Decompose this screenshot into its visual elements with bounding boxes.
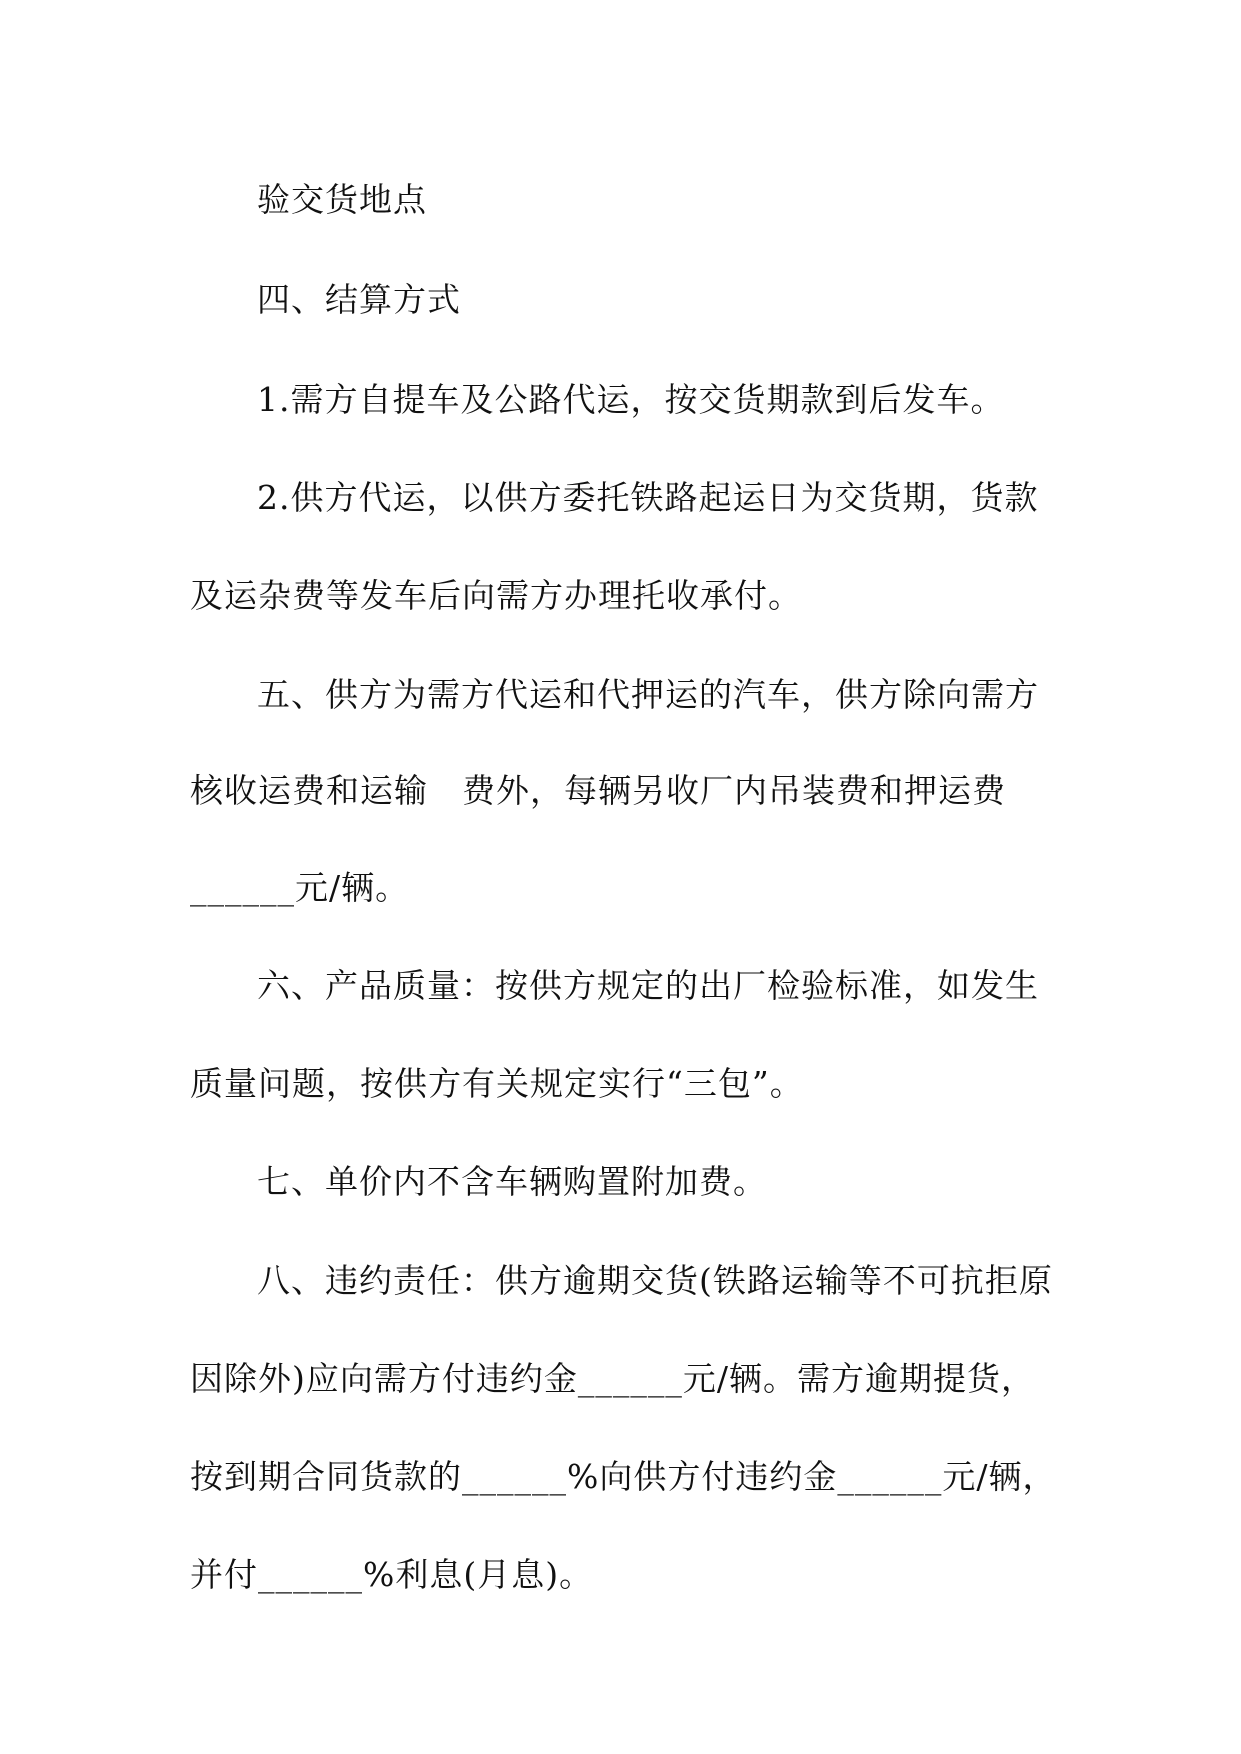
paragraph-section-6-quality: 六、产品质量：按供方规定的出厂检验标准，如发生 — [257, 966, 1039, 1005]
paragraph-section-6-cont: 质量问题，按供方有关规定实行“三包”。 — [190, 1064, 804, 1103]
paragraph-section-7: 七、单价内不含车辆购置附加费。 — [257, 1162, 767, 1201]
paragraph-section-8-cont-3: 并付______%利息(月息)。 — [190, 1555, 594, 1594]
paragraph-delivery-location: 验交货地点 — [257, 180, 427, 219]
paragraph-section-5: 五、供方为需方代运和代押运的汽车，供方除向需方 — [257, 675, 1039, 714]
section-heading-settlement: 四、结算方式 — [257, 280, 461, 319]
paragraph-section-8-cont-1: 因除外)应向需方付违约金______元/辆。需方逾期提货， — [190, 1359, 1035, 1398]
paragraph-settlement-item-2: 2.供方代运，以供方委托铁路起运日为交货期，货款 — [257, 478, 1039, 517]
paragraph-section-8-liability: 八、违约责任：供方逾期交货(铁路运输等不可抗拒原 — [257, 1261, 1053, 1300]
paragraph-settlement-item-2-cont: 及运杂费等发车后向需方办理托收承付。 — [190, 576, 802, 615]
paragraph-section-5-fee: ______元/辆。 — [190, 868, 410, 907]
paragraph-settlement-item-1: 1.需方自提车及公路代运，按交货期款到后发车。 — [257, 380, 1005, 419]
paragraph-section-5-cont: 核收运费和运输 费外，每辆另收厂内吊装费和押运费 — [190, 771, 1006, 810]
paragraph-section-8-cont-2: 按到期合同货款的______%向供方付违约金______元/辆， — [190, 1457, 1057, 1496]
